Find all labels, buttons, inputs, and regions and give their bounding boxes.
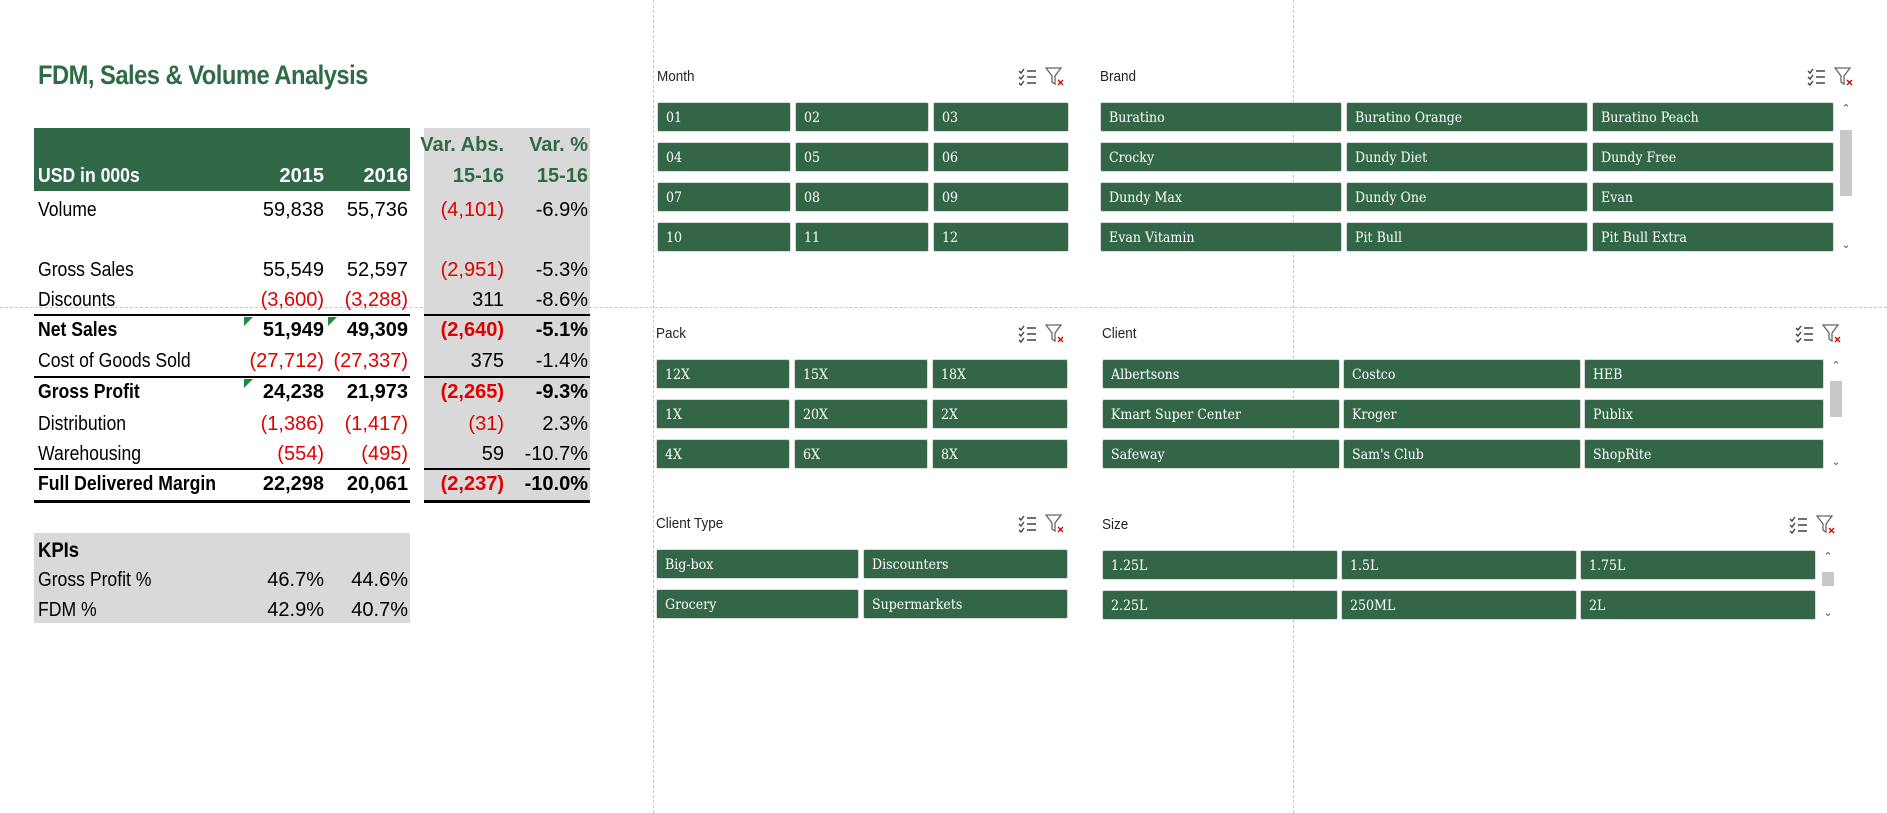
client-tile-kroger[interactable]: Kroger bbox=[1343, 399, 1581, 429]
brand-tile-evan-vitamin[interactable]: Evan Vitamin bbox=[1100, 222, 1342, 252]
header-year-2015: 2015 bbox=[279, 165, 324, 187]
row-cogs-2016: (27,337) bbox=[333, 350, 408, 372]
month-tile-12[interactable]: 12 bbox=[933, 222, 1069, 252]
scroll-thumb[interactable] bbox=[1830, 381, 1842, 417]
row-cogs-var-abs: 375 bbox=[470, 350, 504, 372]
client-type-tile-discounters[interactable]: Discounters bbox=[863, 549, 1068, 579]
multi-select-icon[interactable] bbox=[1788, 514, 1808, 536]
pack-tile-12x[interactable]: 12X bbox=[656, 359, 790, 389]
size-tile-2l[interactable]: 2L bbox=[1580, 590, 1816, 620]
row-distribution-2015: (1,386) bbox=[260, 413, 324, 435]
header-var-pct-bottom: 15-16 bbox=[536, 165, 588, 187]
row-distribution-2016: (1,417) bbox=[344, 413, 408, 435]
scroll-down-icon[interactable]: ⌄ bbox=[1831, 455, 1841, 468]
brand-tile-dundy-diet[interactable]: Dundy Diet bbox=[1346, 142, 1588, 172]
row-volume-2015: 59,838 bbox=[262, 199, 324, 221]
row-warehousing-2016: (495) bbox=[361, 443, 408, 465]
report-title: FDM, Sales & Volume Analysis bbox=[38, 60, 368, 90]
kpi-gross-profit-2015: 46.7% bbox=[267, 569, 324, 591]
row-gross-profit-var-abs: (2,265) bbox=[440, 381, 504, 403]
clear-filter-icon[interactable] bbox=[1045, 323, 1065, 345]
row-cogs-var-pct: -1.4% bbox=[535, 350, 588, 372]
month-slicer bbox=[657, 68, 1069, 258]
client-tile-albertsons[interactable]: Albertsons bbox=[1102, 359, 1340, 389]
size-slicer-title: Size bbox=[1102, 516, 1129, 533]
pack-tile-15x[interactable]: 15X bbox=[794, 359, 928, 389]
page-break-vertical-1 bbox=[653, 0, 654, 813]
clear-filter-icon[interactable] bbox=[1822, 323, 1842, 345]
size-scrollbar[interactable] bbox=[1820, 550, 1836, 622]
row-volume-var-pct: -6.9% bbox=[535, 199, 588, 221]
size-tile-1-75l[interactable]: 1.75L bbox=[1580, 550, 1816, 580]
header-var-abs-top: Var. Abs. bbox=[420, 134, 504, 156]
multi-select-icon[interactable] bbox=[1017, 323, 1037, 345]
row-distribution-label: Distribution bbox=[38, 413, 127, 435]
row-net-sales-label: Net Sales bbox=[38, 319, 118, 341]
brand-tile-crocky[interactable]: Crocky bbox=[1100, 142, 1342, 172]
pack-tile-20x[interactable]: 20X bbox=[794, 399, 928, 429]
row-warehousing-label: Warehousing bbox=[38, 443, 142, 465]
pack-tile-4x[interactable]: 4X bbox=[656, 439, 790, 469]
pack-slicer bbox=[656, 325, 1068, 475]
size-tile-1-5l[interactable]: 1.5L bbox=[1341, 550, 1577, 580]
client-type-tile-grocery[interactable]: Grocery bbox=[656, 589, 859, 619]
client-slicer bbox=[1102, 325, 1846, 475]
kpi-gross-profit-label: Gross Profit % bbox=[38, 569, 152, 591]
brand-slicer bbox=[1100, 68, 1856, 258]
client-tile-costco[interactable]: Costco bbox=[1343, 359, 1581, 389]
kpi-title: KPIs bbox=[38, 539, 80, 562]
multi-select-icon[interactable] bbox=[1017, 513, 1037, 535]
client-tile-publix[interactable]: Publix bbox=[1584, 399, 1824, 429]
row-gross-sales-var-abs: (2,951) bbox=[440, 259, 504, 281]
month-slicer-title: Month bbox=[657, 68, 695, 85]
scroll-up-icon[interactable]: ⌃ bbox=[1831, 359, 1841, 372]
row-gross-profit-label: Gross Profit bbox=[38, 381, 140, 403]
brand-tile-dundy-free[interactable]: Dundy Free bbox=[1592, 142, 1834, 172]
header-var-abs-bottom: 15-16 bbox=[452, 165, 504, 187]
pack-tile-2x[interactable]: 2X bbox=[932, 399, 1068, 429]
row-fdm-2016: 20,061 bbox=[346, 473, 408, 495]
month-tile-03[interactable]: 03 bbox=[933, 102, 1069, 132]
brand-tile-buratino-orange[interactable]: Buratino Orange bbox=[1346, 102, 1588, 132]
clear-filter-icon[interactable] bbox=[1834, 66, 1854, 88]
brand-tile-buratino[interactable]: Buratino bbox=[1100, 102, 1342, 132]
month-tile-01[interactable]: 01 bbox=[657, 102, 791, 132]
row-gross-profit-2016: 21,973 bbox=[346, 381, 408, 403]
divider-total bbox=[34, 500, 410, 503]
pack-tile-6x[interactable]: 6X bbox=[794, 439, 928, 469]
row-net-sales-var-abs: (2,640) bbox=[440, 319, 504, 341]
row-cogs-2015: (27,712) bbox=[249, 350, 324, 372]
month-tile-04[interactable]: 04 bbox=[657, 142, 791, 172]
client-tile-sams-club[interactable]: Sam's Club bbox=[1343, 439, 1581, 469]
row-net-sales-2016: 49,309 bbox=[346, 319, 408, 341]
scroll-down-icon[interactable]: ⌄ bbox=[1841, 238, 1851, 251]
header-year-2016: 2016 bbox=[363, 165, 408, 187]
multi-select-icon[interactable] bbox=[1794, 323, 1814, 345]
client-tile-safeway[interactable]: Safeway bbox=[1102, 439, 1340, 469]
month-tile-05[interactable]: 05 bbox=[795, 142, 929, 172]
row-distribution-var-pct: 2.3% bbox=[542, 413, 588, 435]
row-fdm-var-abs: (2,237) bbox=[440, 473, 504, 495]
row-warehousing-2015: (554) bbox=[277, 443, 324, 465]
divider-total-var bbox=[424, 500, 590, 503]
client-tile-heb[interactable]: HEB bbox=[1584, 359, 1824, 389]
row-fdm-var-pct: -10.0% bbox=[524, 473, 588, 495]
month-tile-09[interactable]: 09 bbox=[933, 182, 1069, 212]
row-fdm-label: Full Delivered Margin bbox=[38, 473, 216, 495]
brand-scrollbar[interactable] bbox=[1838, 102, 1854, 254]
size-tile-1-25l[interactable]: 1.25L bbox=[1102, 550, 1338, 580]
brand-tile-pit-bull-extra[interactable]: Pit Bull Extra bbox=[1592, 222, 1834, 252]
row-gross-sales-2015: 55,549 bbox=[262, 259, 324, 281]
row-net-sales-2015: 51,949 bbox=[262, 319, 324, 341]
row-discounts-2015: (3,600) bbox=[260, 289, 324, 311]
multi-select-icon[interactable] bbox=[1806, 66, 1826, 88]
row-discounts-var-pct: -8.6% bbox=[535, 289, 588, 311]
client-scrollbar[interactable] bbox=[1828, 359, 1844, 471]
row-gross-profit-var-pct: -9.3% bbox=[535, 381, 588, 403]
row-gross-sales-var-pct: -5.3% bbox=[535, 259, 588, 281]
row-fdm-2015: 22,298 bbox=[262, 473, 324, 495]
row-gross-sales-2016: 52,597 bbox=[346, 259, 408, 281]
header-unit-label: USD in 000s bbox=[38, 165, 140, 187]
month-tile-06[interactable]: 06 bbox=[933, 142, 1069, 172]
row-warehousing-var-pct: -10.7% bbox=[524, 443, 588, 465]
brand-tile-dundy-max[interactable]: Dundy Max bbox=[1100, 182, 1342, 212]
row-cogs-label: Cost of Goods Sold bbox=[38, 350, 191, 372]
pack-tile-1x[interactable]: 1X bbox=[656, 399, 790, 429]
pack-tile-18x[interactable]: 18X bbox=[932, 359, 1068, 389]
kpi-fdm-2015: 42.9% bbox=[267, 599, 324, 621]
brand-tile-pit-bull[interactable]: Pit Bull bbox=[1346, 222, 1588, 252]
row-distribution-var-abs: (31) bbox=[468, 413, 504, 435]
scroll-down-icon[interactable]: ⌄ bbox=[1823, 606, 1833, 619]
brand-tile-buratino-peach[interactable]: Buratino Peach bbox=[1592, 102, 1834, 132]
month-tile-08[interactable]: 08 bbox=[795, 182, 929, 212]
scroll-up-icon[interactable]: ⌃ bbox=[1841, 102, 1851, 115]
scroll-thumb[interactable] bbox=[1840, 130, 1852, 196]
kpi-fdm-2016: 40.7% bbox=[351, 599, 408, 621]
month-tile-11[interactable]: 11 bbox=[795, 222, 929, 252]
month-tile-02[interactable]: 02 bbox=[795, 102, 929, 132]
pack-slicer-title: Pack bbox=[656, 325, 687, 342]
client-type-slicer-title: Client Type bbox=[656, 515, 724, 532]
brand-tile-dundy-one[interactable]: Dundy One bbox=[1346, 182, 1588, 212]
client-tile-kmart[interactable]: Kmart Super Center bbox=[1102, 399, 1340, 429]
row-volume-2016: 55,736 bbox=[346, 199, 408, 221]
scroll-up-icon[interactable]: ⌃ bbox=[1823, 550, 1833, 563]
size-tile-2-25l[interactable]: 2.25L bbox=[1102, 590, 1338, 620]
header-var-pct-top: Var. % bbox=[529, 134, 588, 156]
size-slicer bbox=[1102, 516, 1840, 626]
clear-filter-icon[interactable] bbox=[1045, 513, 1065, 535]
client-tile-shoprite[interactable]: ShopRite bbox=[1584, 439, 1824, 469]
client-type-tile-big-box[interactable]: Big-box bbox=[656, 549, 859, 579]
clear-filter-icon[interactable] bbox=[1045, 66, 1065, 88]
row-discounts-var-abs: 311 bbox=[472, 289, 504, 311]
clear-filter-icon[interactable] bbox=[1816, 514, 1836, 536]
row-warehousing-var-abs: 59 bbox=[481, 443, 504, 465]
scroll-thumb[interactable] bbox=[1822, 572, 1834, 586]
row-discounts-2016: (3,288) bbox=[344, 289, 408, 311]
brand-slicer-title: Brand bbox=[1100, 68, 1137, 85]
month-tile-10[interactable]: 10 bbox=[657, 222, 791, 252]
row-volume-var-abs: (4,101) bbox=[440, 199, 504, 221]
kpi-fdm-label: FDM % bbox=[38, 599, 97, 621]
row-gross-profit-2015: 24,238 bbox=[262, 381, 324, 403]
client-type-tile-supermarkets[interactable]: Supermarkets bbox=[863, 589, 1068, 619]
size-tile-250ml[interactable]: 250ML bbox=[1341, 590, 1577, 620]
pack-tile-8x[interactable]: 8X bbox=[932, 439, 1068, 469]
multi-select-icon[interactable] bbox=[1017, 66, 1037, 88]
row-net-sales-var-pct: -5.1% bbox=[535, 319, 588, 341]
client-slicer-title: Client bbox=[1102, 325, 1137, 342]
row-discounts-label: Discounts bbox=[38, 289, 116, 311]
month-tile-07[interactable]: 07 bbox=[657, 182, 791, 212]
row-gross-sales-label: Gross Sales bbox=[38, 259, 134, 281]
brand-tile-evan[interactable]: Evan bbox=[1592, 182, 1834, 212]
client-type-slicer bbox=[656, 515, 1068, 625]
kpi-gross-profit-2016: 44.6% bbox=[351, 569, 408, 591]
row-volume-label: Volume bbox=[38, 199, 97, 221]
